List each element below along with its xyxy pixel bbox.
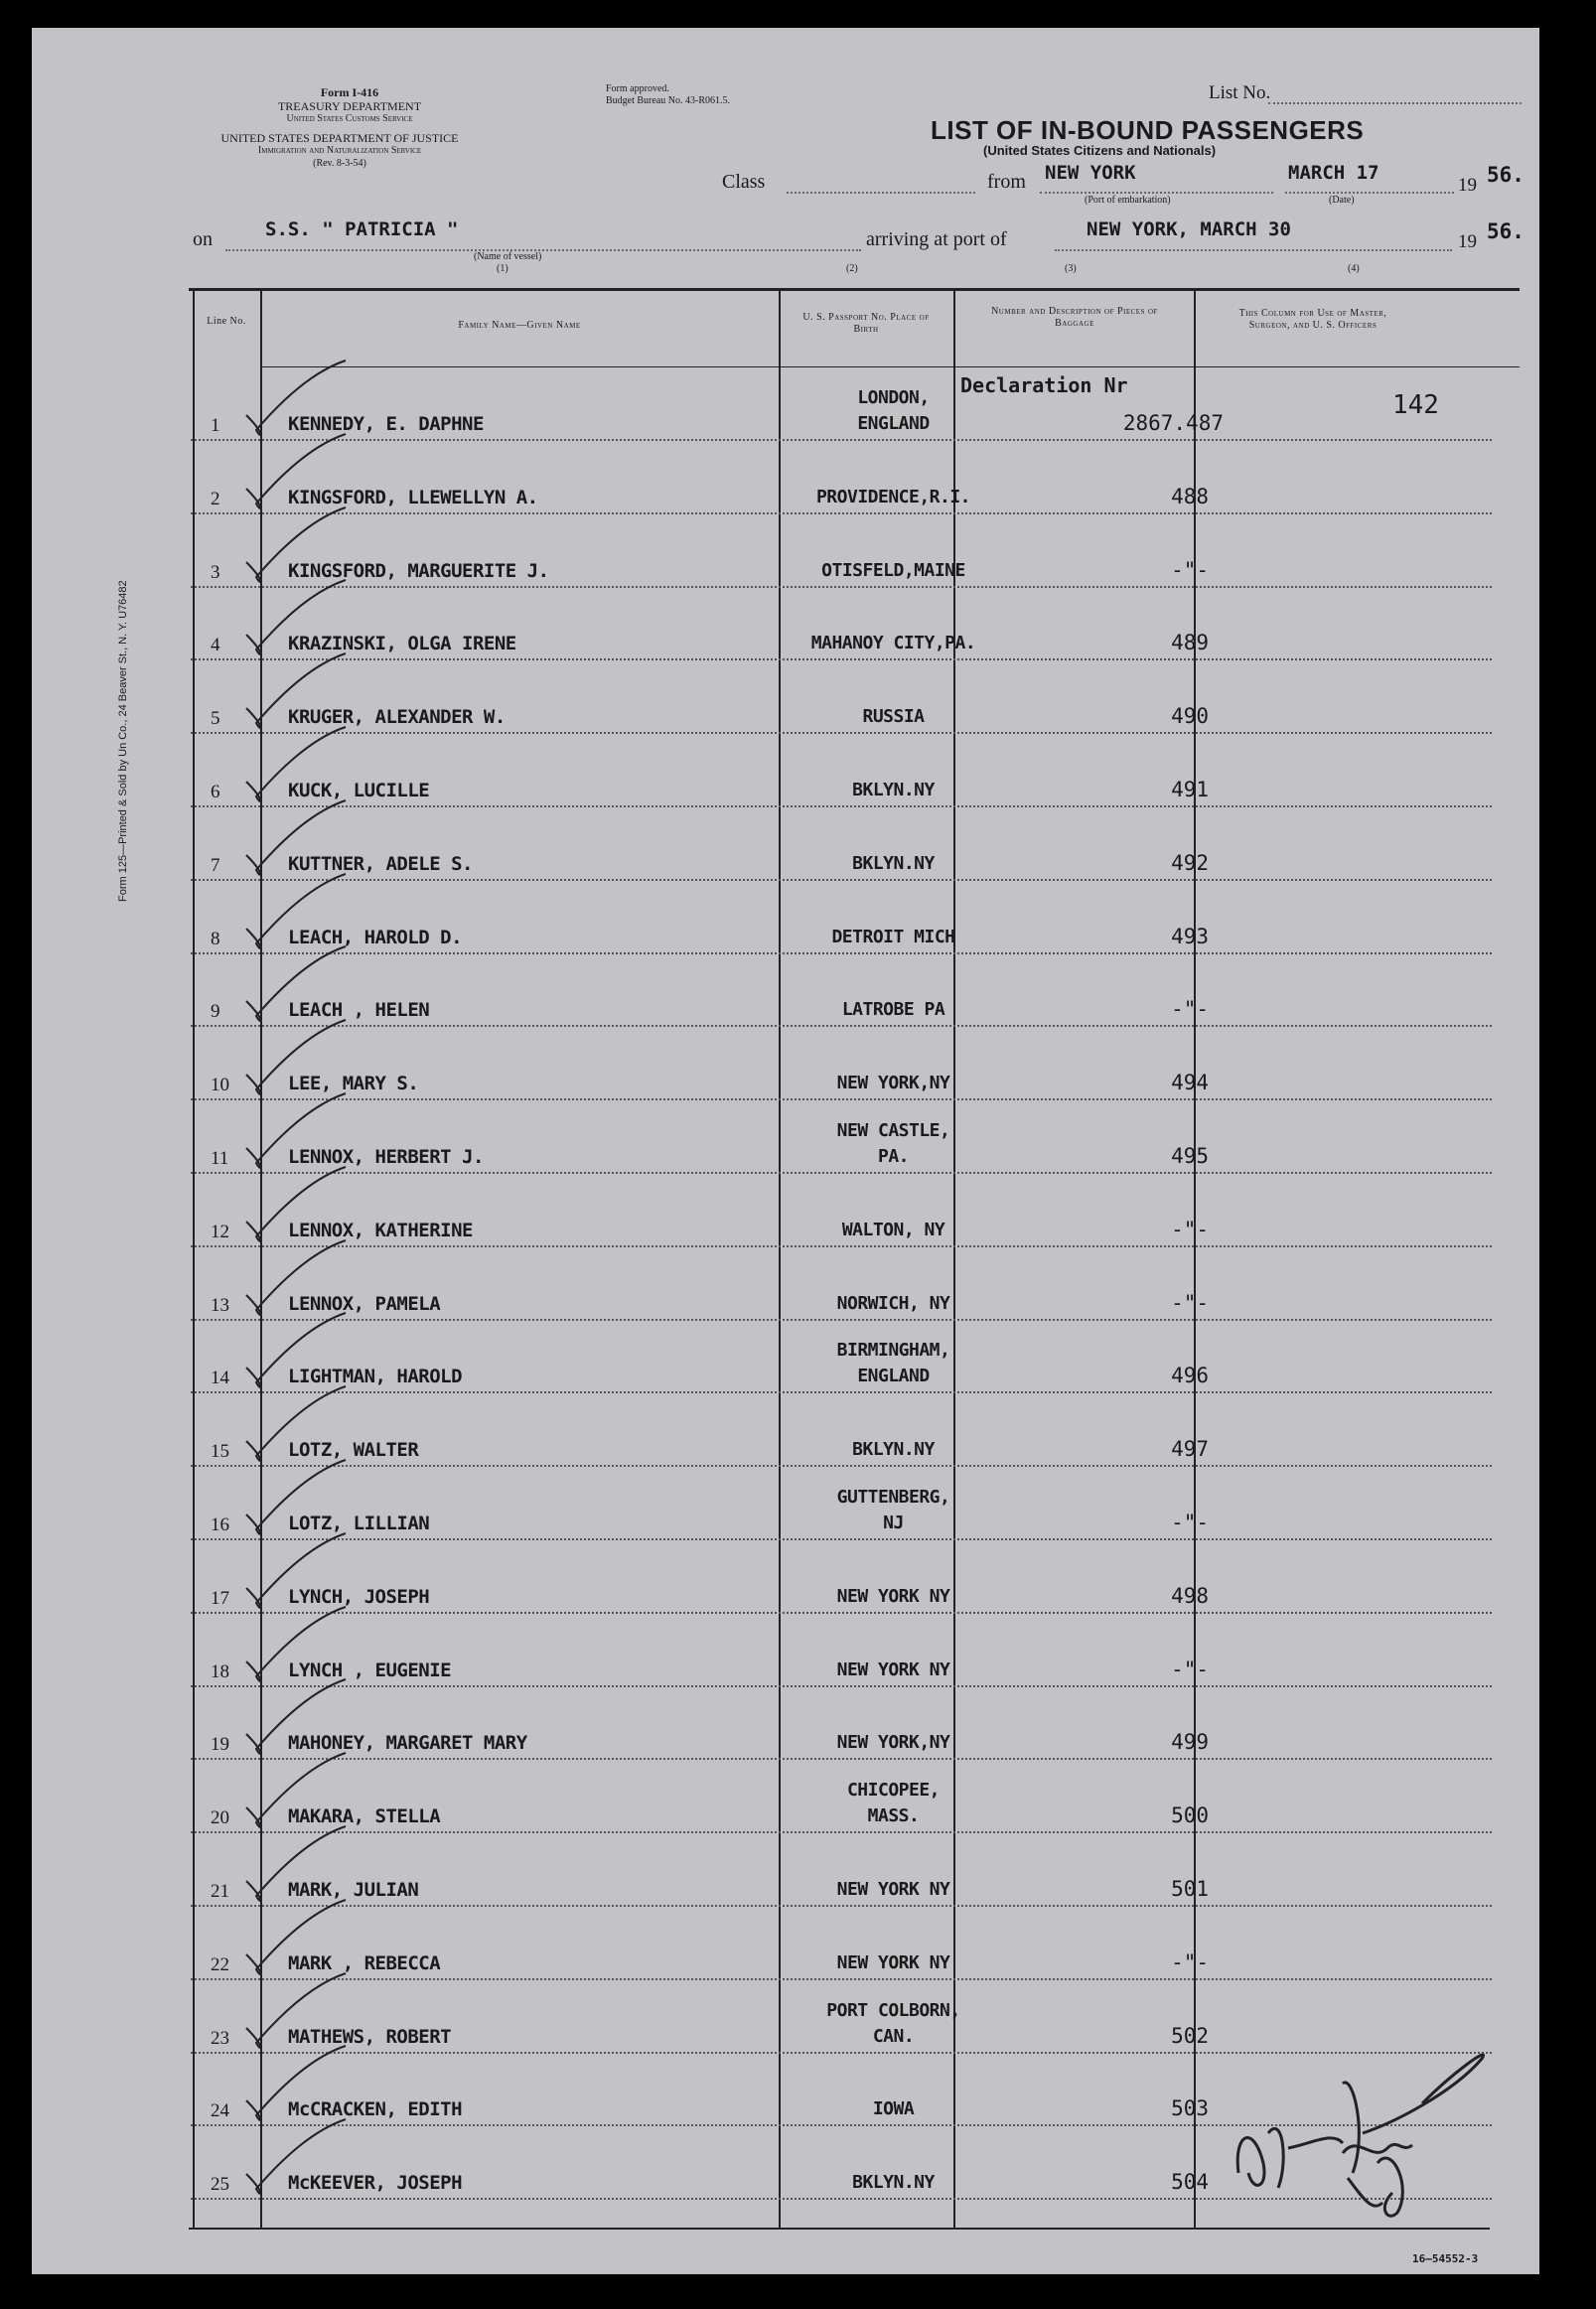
passenger-name: MAHONEY, MARGARET MARY <box>288 1732 527 1755</box>
table-header-rule <box>260 366 1520 367</box>
line-number: 20 <box>211 1807 229 1829</box>
baggage-number: 2867.487 <box>1122 411 1224 435</box>
passenger-name: LENNOX, KATHERINE <box>288 1219 473 1241</box>
baggage-number: 501 <box>1171 1877 1209 1901</box>
place-of-birth: DETROIT MICH <box>831 926 955 947</box>
baggage-number: -"- <box>1171 1949 1209 1974</box>
place-of-birth: NEW YORK,NY <box>836 1073 950 1094</box>
line-number: 6 <box>211 782 220 802</box>
line-number: 21 <box>211 1881 229 1902</box>
place-of-birth: LONDON, ENGLAND <box>857 387 930 434</box>
passenger-name: MATHEWS, ROBERT <box>288 2025 452 2048</box>
line-number: 5 <box>211 708 220 730</box>
row-rule <box>191 952 1492 954</box>
place-of-birth: IOWA <box>872 2098 915 2120</box>
row-rule <box>191 1612 1492 1614</box>
passenger-name: KRUGER, ALEXANDER W. <box>288 706 506 729</box>
baggage-number: -"- <box>1171 1290 1209 1315</box>
manifest-page <box>32 28 1539 2274</box>
baggage-number: -"- <box>1171 1657 1209 1681</box>
header-baggage: Number and Description of Pieces of Baggage <box>991 306 1158 329</box>
row-rule <box>191 1391 1492 1393</box>
passenger-name: McCRACKEN, EDITH <box>288 2098 463 2121</box>
baggage-number: 492 <box>1171 850 1209 875</box>
baggage-number: 495 <box>1171 1144 1209 1168</box>
passenger-name: LENNOX, HERBERT J. <box>288 1146 484 1168</box>
baggage-number: 488 <box>1171 484 1209 508</box>
line-number: 2 <box>211 488 220 509</box>
line-number: 24 <box>211 2100 229 2122</box>
place-of-birth: OTISFELD,MAINE <box>821 559 965 581</box>
vessel-caption: (Name of vessel) <box>474 251 542 262</box>
date-caption: (Date) <box>1329 195 1355 206</box>
place-of-birth: LATROBE PA <box>841 999 945 1021</box>
row-rule <box>191 732 1492 734</box>
passenger-name: MARK, JULIAN <box>288 1879 419 1901</box>
form-approved: Form approved. <box>606 83 669 94</box>
baggage-number: 491 <box>1171 778 1209 801</box>
passenger-name: KUCK, LUCILLE <box>288 780 430 801</box>
line-number: 12 <box>211 1221 229 1242</box>
place-of-birth: PORT COLBORN, CAN. <box>826 1999 960 2047</box>
list-no-field <box>1268 102 1522 104</box>
place-of-birth: WALTON, NY <box>841 1219 945 1240</box>
passenger-name: KUTTNER, ADELE S. <box>288 852 473 875</box>
on-label: on <box>193 228 213 250</box>
caption-3: (3) <box>1065 263 1077 274</box>
form-subtitle: (United States Citizens and Nationals) <box>983 143 1217 158</box>
caption-1: (1) <box>497 263 508 274</box>
class-field <box>787 192 975 194</box>
line-number: 17 <box>211 1587 229 1609</box>
row-rule <box>191 1978 1492 1980</box>
passenger-name: MAKARA, STELLA <box>288 1805 441 1828</box>
from-field <box>1040 192 1273 194</box>
caption-4: (4) <box>1348 263 1360 274</box>
baggage-number: -"- <box>1171 1511 1209 1534</box>
place-of-birth: NEW CASTLE, PA. <box>836 1120 950 1167</box>
row-rule <box>191 1319 1492 1321</box>
place-of-birth: BKLYN.NY <box>852 780 935 800</box>
check-mark <box>226 2114 365 2204</box>
passenger-name: McKEEVER, JOSEPH <box>288 2172 463 2195</box>
class-label: Class <box>722 171 766 193</box>
baggage-number: 498 <box>1171 1583 1209 1608</box>
treasury-dept: TREASURY DEPARTMENT <box>277 99 422 113</box>
vessel-field <box>225 249 861 251</box>
arrival-year-prefix: 19 <box>1458 231 1477 252</box>
row-rule <box>191 1098 1492 1100</box>
passenger-name: KRAZINSKI, OLGA IRENE <box>288 633 516 655</box>
printer-side-text: Form 125—Printed & Sold by Un Co., 24 Beaver St., N. Y. U76482 <box>117 580 129 902</box>
line-number: 14 <box>211 1368 229 1389</box>
passenger-name: KENNEDY, E. DAPHNE <box>288 413 484 435</box>
row-rule <box>191 1245 1492 1247</box>
baggage-number: -"- <box>1171 997 1209 1022</box>
officer-number: 142 <box>1392 390 1439 420</box>
customs-service: United States Customs Service <box>286 113 413 124</box>
place-of-birth: GUTTENBERG, NJ <box>836 1487 950 1533</box>
baggage-number: 497 <box>1171 1437 1209 1462</box>
line-number: 8 <box>211 928 220 949</box>
row-rule <box>191 439 1492 441</box>
passenger-name: LEACH, HAROLD D. <box>288 926 463 948</box>
place-of-birth: BKLYN.NY <box>852 2172 935 2194</box>
caption-2: (2) <box>846 263 858 274</box>
form-title: LIST OF IN-BOUND PASSENGERS <box>931 115 1365 145</box>
passenger-name: KINGSFORD, MARGUERITE J. <box>288 559 549 582</box>
row-rule <box>191 1685 1492 1687</box>
baggage-number: 490 <box>1171 704 1209 729</box>
port-of-embarkation: NEW YORK <box>1045 162 1136 184</box>
baggage-number: 504 <box>1171 2170 1209 2195</box>
list-no-label: List No. <box>1209 82 1271 103</box>
header-officers: This Column for Use of Master, Surgeon, and U. S. Officers <box>1238 308 1387 331</box>
baggage-number: 503 <box>1171 2096 1209 2121</box>
place-of-birth: BKLYN.NY <box>852 852 935 874</box>
passenger-name: LENNOX, PAMELA <box>288 1292 441 1315</box>
baggage-number: 494 <box>1171 1071 1209 1095</box>
header-passport: U. S. Passport No. Place of Birth <box>802 312 930 335</box>
date-field <box>1285 192 1454 194</box>
officer-signature <box>1194 2014 1522 2233</box>
passenger-name: MARK , REBECCA <box>288 1951 441 1974</box>
declaration-label: Declaration Nr <box>960 373 1128 397</box>
place-of-birth: NEW YORK NY <box>836 1659 950 1680</box>
revision: (Rev. 8-3-54) <box>313 158 366 169</box>
form-number: Form I-416 <box>320 85 379 99</box>
line-number: 1 <box>211 415 220 436</box>
line-number: 22 <box>211 1953 229 1975</box>
row-rule <box>191 1172 1492 1174</box>
year-suffix: 56. <box>1487 163 1524 187</box>
passenger-name: LEACH , HELEN <box>288 999 430 1022</box>
line-number: 23 <box>211 2027 229 2049</box>
line-number: 19 <box>211 1734 229 1756</box>
header-line-no: Line No. <box>207 316 246 327</box>
footer-code: 16—54552-3 <box>1412 2252 1479 2265</box>
line-number: 11 <box>211 1148 229 1169</box>
arriving-label: arriving at port of <box>866 228 1007 250</box>
row-rule <box>191 658 1492 660</box>
passenger-name: LOTZ, LILLIAN <box>288 1513 430 1534</box>
place-of-birth: BKLYN.NY <box>852 1439 935 1461</box>
baggage-number: 489 <box>1171 631 1209 655</box>
table-top-rule <box>189 288 1520 291</box>
line-number: 3 <box>211 561 220 583</box>
row-rule <box>191 1905 1492 1907</box>
place-of-birth: CHICOPEE, MASS. <box>846 1780 941 1827</box>
row-rule <box>191 512 1492 514</box>
place-of-birth: RUSSIA <box>862 706 925 728</box>
row-rule <box>191 586 1492 588</box>
place-of-birth: NORWICH, NY <box>836 1292 950 1314</box>
vessel-name: S.S. " PATRICIA " <box>265 218 459 240</box>
line-number: 16 <box>211 1515 229 1535</box>
row-rule <box>191 1758 1492 1760</box>
baggage-number: 502 <box>1171 2023 1209 2048</box>
place-of-birth: NEW YORK,NY <box>836 1732 950 1754</box>
line-number: 10 <box>211 1075 229 1096</box>
passenger-name: LYNCH , EUGENIE <box>288 1659 452 1681</box>
arrival-field <box>1055 249 1452 251</box>
line-number: 9 <box>211 1001 220 1023</box>
from-label: from <box>987 171 1026 193</box>
row-rule <box>191 1538 1492 1540</box>
passenger-name: KINGSFORD, LLEWELLYN A. <box>288 486 538 508</box>
row-rule <box>191 1025 1492 1027</box>
row-rule <box>191 1465 1492 1467</box>
baggage-number: -"- <box>1171 557 1209 582</box>
place-of-birth: NEW YORK NY <box>836 1879 950 1900</box>
departure-date: MARCH 17 <box>1288 162 1379 184</box>
line-number: 7 <box>211 854 220 876</box>
place-of-birth: PROVIDENCE,R.I. <box>815 486 971 507</box>
port-caption: (Port of embarkation) <box>1085 195 1171 206</box>
baggage-number: 500 <box>1171 1804 1209 1828</box>
passenger-name: LEE, MARY S. <box>288 1073 419 1095</box>
place-of-birth: NEW YORK NY <box>836 1951 950 1973</box>
arrival-port-date: NEW YORK, MARCH 30 <box>1087 218 1291 240</box>
line-number: 18 <box>211 1660 229 1682</box>
row-rule <box>191 805 1492 807</box>
baggage-number: 496 <box>1171 1364 1209 1388</box>
line-number: 25 <box>211 2174 229 2196</box>
line-number: 13 <box>211 1294 229 1316</box>
justice-dept: UNITED STATES DEPARTMENT OF JUSTICE <box>220 131 459 145</box>
line-number: 4 <box>211 635 220 656</box>
place-of-birth: NEW YORK NY <box>836 1585 950 1607</box>
line-number: 15 <box>211 1441 229 1463</box>
baggage-number: 493 <box>1171 924 1209 948</box>
row-rule <box>191 879 1492 881</box>
passenger-name: LOTZ, WALTER <box>288 1439 419 1462</box>
place-of-birth: BIRMINGHAM, ENGLAND <box>836 1340 950 1387</box>
place-of-birth: MAHANOY CITY,PA. <box>810 633 976 654</box>
budget-bureau: Budget Bureau No. 43-R061.5. <box>606 95 730 106</box>
ins-service: Immigration and Naturalization Service <box>257 145 422 156</box>
year-prefix: 19 <box>1458 175 1477 196</box>
row-rule <box>191 1831 1492 1833</box>
baggage-number: 499 <box>1171 1730 1209 1755</box>
baggage-number: -"- <box>1171 1217 1209 1241</box>
arrival-year-suffix: 56. <box>1487 219 1524 243</box>
header-name: Family Name—Given Name <box>458 320 581 331</box>
passenger-name: LYNCH, JOSEPH <box>288 1585 430 1608</box>
passenger-name: LIGHTMAN, HAROLD <box>288 1366 463 1388</box>
